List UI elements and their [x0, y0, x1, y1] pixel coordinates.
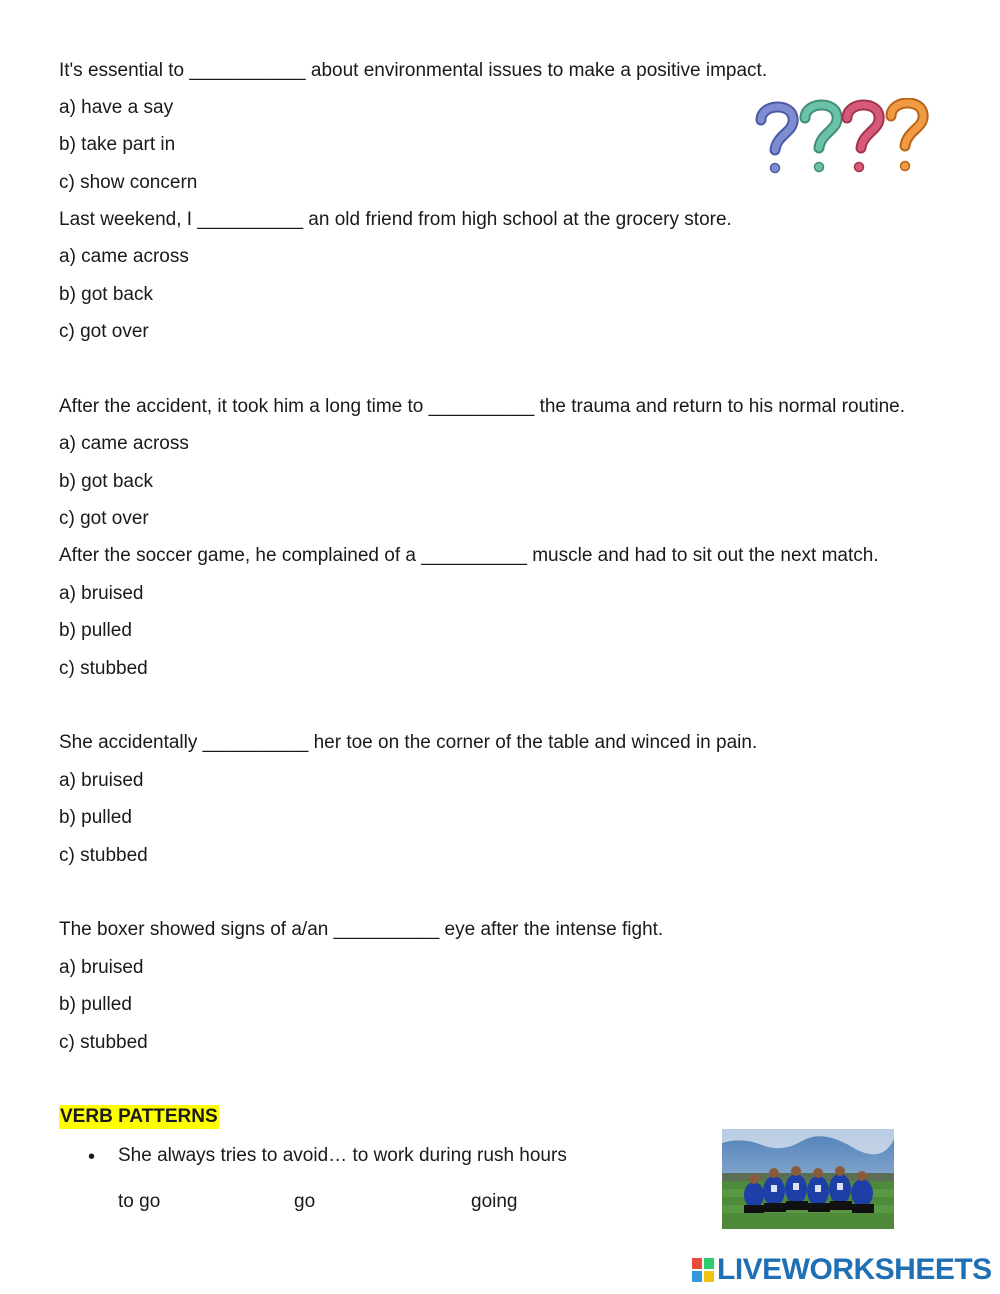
- question-3-option-c: c) got over: [59, 508, 149, 529]
- question-5-option-b: b) pulled: [59, 807, 132, 828]
- verb-pattern-item: She always tries to avoid… to work during rush hours: [118, 1145, 567, 1166]
- question-4-option-b: b) pulled: [59, 620, 132, 641]
- question-mark-green-icon: [805, 105, 837, 172]
- question-4-stem: After the soccer game, he complained of a __________ muscle and had to sit out the next match.: [59, 545, 879, 566]
- question-4-option-c: c) stubbed: [59, 658, 148, 679]
- question-3-option-b: b) got back: [59, 471, 153, 492]
- question-5-stem: She accidentally __________ her toe on the corner of the table and winced in pain.: [59, 732, 758, 753]
- verb-choice-1[interactable]: to go: [118, 1191, 161, 1212]
- question-1-option-c: c) show concern: [59, 172, 198, 193]
- question-mark-orange-icon: [891, 103, 923, 171]
- question-6-option-c: c) stubbed: [59, 1032, 148, 1053]
- question-3-option-a: a) came across: [59, 433, 189, 454]
- liveworksheets-badge-icon: [692, 1258, 714, 1282]
- question-2-option-c: c) got over: [59, 321, 149, 342]
- verb-patterns-heading: VERB PATTERNS: [60, 1106, 218, 1127]
- question-1-option-a: a) have a say: [59, 97, 174, 118]
- question-5-option-a: a) bruised: [59, 770, 144, 791]
- liveworksheets-logo: [692, 1254, 992, 1286]
- question-2-option-b: b) got back: [59, 284, 153, 305]
- question-1-stem: It's essential to ___________ about environmental issues to make a positive impact.: [59, 60, 768, 81]
- question-mark-blue-icon: [761, 107, 793, 173]
- question-4-option-a: a) bruised: [59, 583, 144, 604]
- question-1-option-b: b) take part in: [59, 134, 176, 155]
- question-5-option-c: c) stubbed: [59, 845, 148, 866]
- question-mark-red-icon: [847, 105, 879, 172]
- verb-choice-2[interactable]: go: [294, 1191, 316, 1212]
- question-2-option-a: a) came across: [59, 246, 189, 267]
- question-6-option-a: a) bruised: [59, 957, 144, 978]
- soccer-team-photo: [722, 1129, 894, 1229]
- question-2-stem: Last weekend, I __________ an old friend from high school at the grocery store.: [59, 209, 732, 230]
- question-marks-icon: [755, 98, 935, 178]
- bullet-icon: •: [88, 1146, 96, 1168]
- question-3-stem: After the accident, it took him a long time to __________ the trauma and return to his normal routine.: [59, 396, 905, 417]
- question-6-option-b: b) pulled: [59, 994, 132, 1015]
- liveworksheets-wordmark: LIVEWORKSHEETS: [717, 1253, 992, 1286]
- question-6-stem: The boxer showed signs of a/an __________ eye after the intense fight.: [59, 919, 664, 940]
- verb-choice-3[interactable]: going: [471, 1191, 518, 1212]
